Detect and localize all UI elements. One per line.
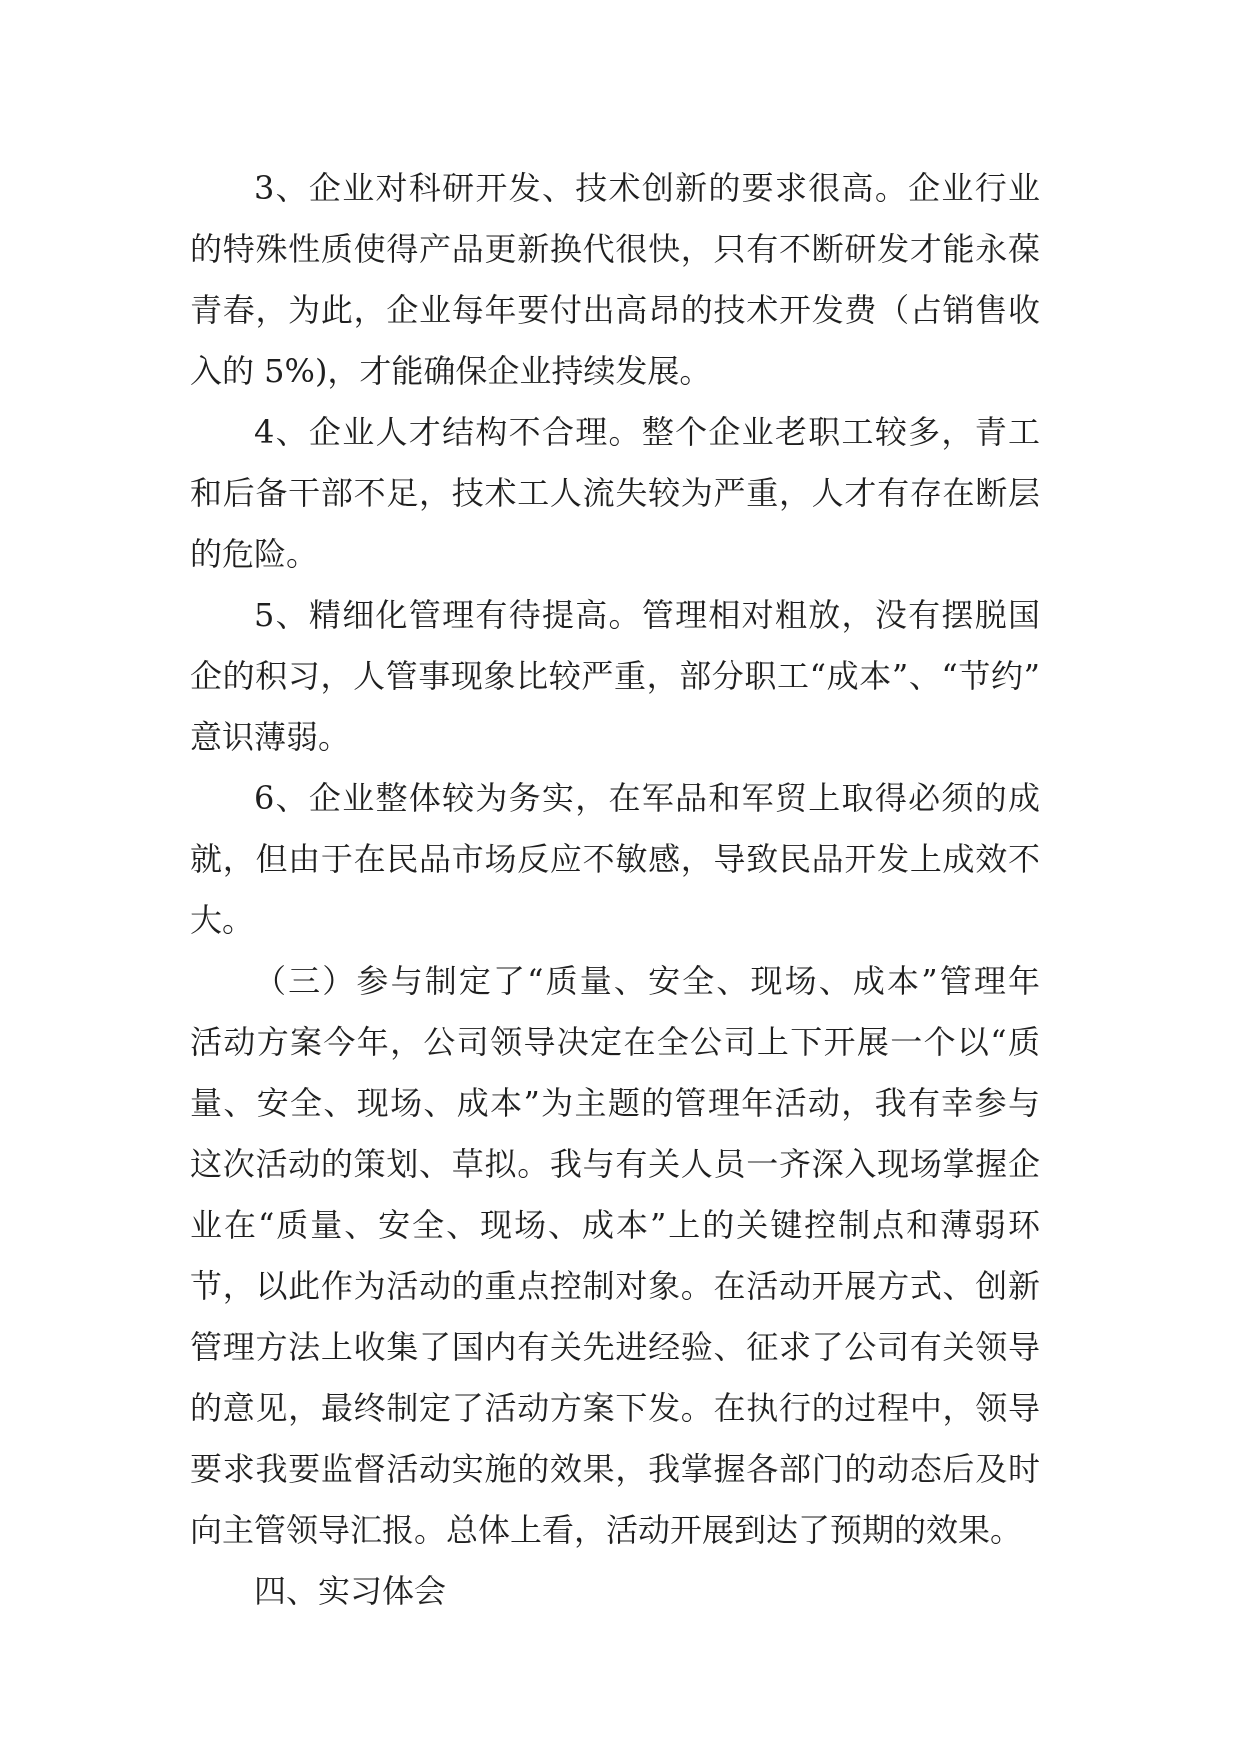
section-heading-four <box>190 1561 1040 1622</box>
paragraph-section-three <box>190 951 1040 1561</box>
paragraph-line: 这次活动的策划、草拟。我与有关人员一齐深入现场掌握企 <box>190 1145 1040 1183</box>
paragraph-line: 6、企业整体较为务实，在军品和军贸上取得必须的成 <box>254 779 1040 817</box>
section-heading: 四、实习体会 <box>254 1572 447 1610</box>
paragraph-item-5 <box>190 585 1040 768</box>
paragraph-item-6 <box>190 768 1040 951</box>
paragraph-line: 就，但由于在民品市场反应不敏感，导致民品开发上成效不 <box>190 840 1040 878</box>
paragraph-line: 青春，为此，企业每年要付出高昂的技术开发费（占销售收 <box>190 291 1040 329</box>
paragraph-line: 意识薄弱。 <box>190 718 351 756</box>
paragraph-line: 业在“质量、安全、现场、成本”上的关键控制点和薄弱环 <box>190 1206 1040 1244</box>
paragraph-line: 要求我要监督活动实施的效果，我掌握各部门的动态后及时 <box>190 1450 1040 1488</box>
paragraph-line: 5、精细化管理有待提高。管理相对粗放，没有摆脱国 <box>254 596 1040 634</box>
paragraph-line: 入的 5%)，才能确保企业持续发展。 <box>190 352 712 390</box>
paragraph-line: 3、企业对科研开发、技术创新的要求很高。企业行业 <box>254 169 1040 207</box>
paragraph-line: 节，以此作为活动的重点控制对象。在活动开展方式、创新 <box>190 1267 1040 1305</box>
paragraph-line: （三）参与制定了“质量、安全、现场、成本”管理年 <box>254 962 1040 1000</box>
document-body <box>190 158 1040 1622</box>
paragraph-line: 管理方法上收集了国内有关先进经验、征求了公司有关领导 <box>190 1328 1040 1366</box>
paragraph-line: 量、安全、现场、成本”为主题的管理年活动，我有幸参与 <box>190 1084 1040 1122</box>
paragraph-line: 的危险。 <box>190 535 319 573</box>
paragraph-line: 企的积习，人管事现象比较严重，部分职工“成本”、“节约” <box>190 657 1040 695</box>
paragraph-line: 的意见，最终制定了活动方案下发。在执行的过程中，领导 <box>190 1389 1040 1427</box>
paragraph-line: 活动方案今年，公司领导决定在全公司上下开展一个以“质 <box>190 1023 1040 1061</box>
paragraph-item-3 <box>190 158 1040 402</box>
paragraph-line: 向主管领导汇报。总体上看，活动开展到达了预期的效果。 <box>190 1511 1023 1549</box>
paragraph-line: 和后备干部不足，技术工人流失较为严重，人才有存在断层 <box>190 474 1040 512</box>
paragraph-line: 4、企业人才结构不合理。整个企业老职工较多，青工 <box>254 413 1040 451</box>
paragraph-line: 大。 <box>190 901 255 939</box>
paragraph-line: 的特殊性质使得产品更新换代很快，只有不断研发才能永葆 <box>190 230 1040 268</box>
paragraph-item-4 <box>190 402 1040 585</box>
